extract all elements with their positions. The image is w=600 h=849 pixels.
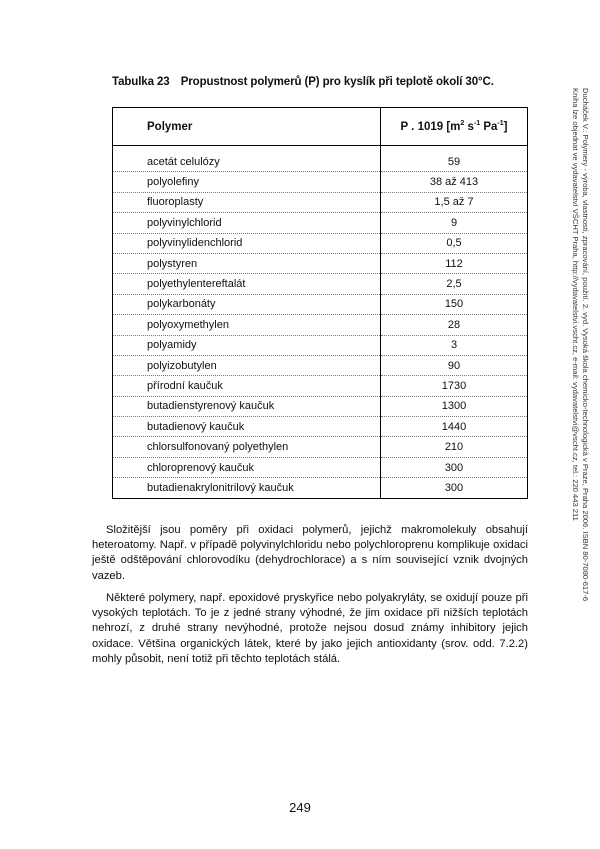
table-row xyxy=(113,152,528,172)
permeability-table xyxy=(112,107,528,499)
permeability-value-cell: 38 až 413 xyxy=(381,172,528,192)
header-unit-part: 2 xyxy=(460,120,465,128)
permeability-value-cell: 1300 xyxy=(381,396,528,416)
permeability-value-cell: 112 xyxy=(381,253,528,273)
header-unit-part: ] xyxy=(503,120,508,133)
header-unit-part: -1 xyxy=(497,120,504,128)
table-row xyxy=(113,192,528,212)
table-row xyxy=(113,355,528,375)
permeability-value-cell: 90 xyxy=(381,355,528,375)
header-unit-part: -1 xyxy=(473,120,481,128)
permeability-value-cell: 28 xyxy=(381,315,528,335)
paragraph-oxidation-heteroatoms xyxy=(92,523,528,584)
table-row xyxy=(113,213,528,233)
polymer-name-cell: acetát celulózy xyxy=(113,152,381,172)
polymer-name-cell: přírodní kaučuk xyxy=(113,376,381,396)
header-polymer: Polymer xyxy=(113,108,381,146)
paragraph-high-temperature-oxidation xyxy=(92,591,528,667)
table-row xyxy=(113,294,528,314)
table-row xyxy=(113,417,528,437)
table-row xyxy=(113,253,528,273)
permeability-value-cell: 150 xyxy=(381,294,528,314)
permeability-value-cell: 210 xyxy=(381,437,528,457)
permeability-value-cell: 300 xyxy=(381,457,528,477)
polymer-name-cell: polyvinylidenchlorid xyxy=(113,233,381,253)
permeability-value-cell: 59 xyxy=(381,152,528,172)
polymer-name-cell: polyolefiny xyxy=(113,172,381,192)
permeability-value-cell: 0,5 xyxy=(381,233,528,253)
header-unit-part: Pa xyxy=(480,120,498,133)
polymer-name-cell: chloroprenový kaučuk xyxy=(113,457,381,477)
polymer-name-cell: polyvinylchlorid xyxy=(113,213,381,233)
permeability-value-cell: 1440 xyxy=(381,417,528,437)
polymer-name-cell: chlorsulfonovaný polyethylen xyxy=(113,437,381,457)
side-citation xyxy=(560,88,590,608)
table-row xyxy=(113,437,528,457)
permeability-value-cell: 3 xyxy=(381,335,528,355)
table-row xyxy=(113,274,528,294)
paragraph-text: Složitější jsou poměry při oxidaci polymerů, jejichž makromolekuly obsahují heteroatomy. Např. v případě polyvinylchloridu nebo polychloroprenu komplikuje oxidaci ještě odštěpování chlorovodíku (dehydrochlorace) a s ním související vznik dvojných vazeb. xyxy=(92,524,528,582)
polymer-name-cell: fluoroplasty xyxy=(113,192,381,212)
permeability-value-cell: 9 xyxy=(381,213,528,233)
table-row xyxy=(113,172,528,192)
polymer-name-cell: polyoxymethylen xyxy=(113,315,381,335)
table-caption xyxy=(112,76,532,88)
table-row xyxy=(113,335,528,355)
permeability-value-cell: 1,5 až 7 xyxy=(381,192,528,212)
permeability-value-cell: 300 xyxy=(381,478,528,498)
header-unit-part: s xyxy=(464,120,474,133)
polymer-name-cell: polyamidy xyxy=(113,335,381,355)
table-row xyxy=(113,315,528,335)
polymer-name-cell: polykarbonáty xyxy=(113,294,381,314)
table-caption-number: Tabulka 23 xyxy=(112,76,170,88)
table-row xyxy=(113,233,528,253)
polymer-name-cell: polyethylentereftalát xyxy=(113,274,381,294)
polymer-name-cell: butadienový kaučuk xyxy=(113,417,381,437)
header-permeability xyxy=(381,108,528,146)
table-body xyxy=(113,146,528,499)
polymer-name-cell: butadienakrylonitrilový kaučuk xyxy=(147,481,294,494)
table-row xyxy=(113,457,528,477)
table-caption-text: Propustnost polymerů (P) pro kyslík při teplotě okolí 30°C. xyxy=(180,76,494,88)
polymer-name-cell: polystyren xyxy=(113,253,381,273)
table-header-row xyxy=(113,108,528,146)
table-row xyxy=(113,478,528,498)
permeability-value-cell: 1730 xyxy=(381,376,528,396)
paragraph-text: Některé polymery, např. epoxidové pryskyřice nebo polyakryláty, se oxidují pouze při vysokých teplotách. To je z jedné strany výhodné, že jim oxidace při nižších teplotách nehrozí, z druhé strany nevýhodné, protože nejsou dosud známy inhibitory jejich oxidace. Většina organických látek, které by jako jejich antioxidanty (srov. odd. 7.2.2) mohly působit, není totiž při těchto teplotách stálá. xyxy=(92,592,528,665)
side-citation-line: Ducháček V.: Polymery - výroba, vlastnosti, zpracování, použití. 2. vyd. Vysoká škola chemicko-technologická v Praze, Praha 2006. ISBN 80-7080-617-6 xyxy=(581,88,590,602)
table-row xyxy=(113,396,528,416)
table-row xyxy=(113,376,528,396)
polymer-name-cell: butadienstyrenový kaučuk xyxy=(113,396,381,416)
polymer-name-cell: polyizobutylen xyxy=(113,355,381,375)
page-number: 249 xyxy=(289,800,311,815)
header-unit-part: P . 1019 [m xyxy=(400,120,461,133)
permeability-value-cell: 2,5 xyxy=(381,274,528,294)
side-citation-line: Kniha lze objednat ve vydavatelství VŠCHT Praha, http://vydavatelstvi.vscht.cz, e-mail: vydavatelstvi@vscht.cz, tel.: 220 443 211 xyxy=(571,88,580,521)
